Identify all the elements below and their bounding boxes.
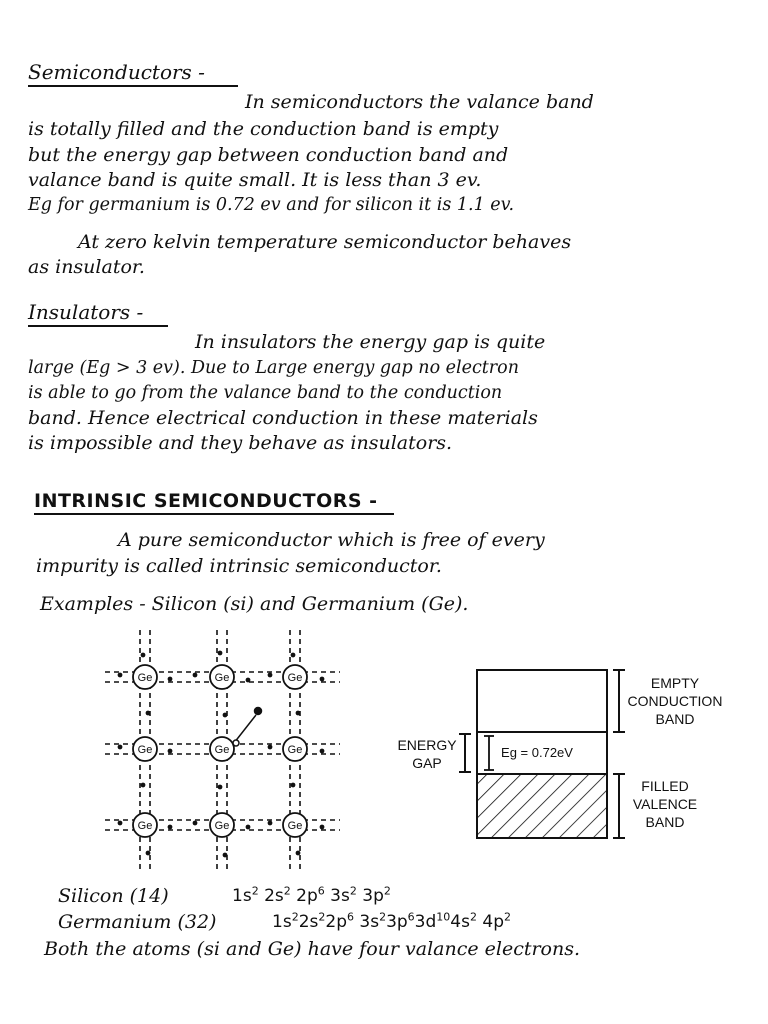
semiconductors-line-4: valance band is quite small. It is less than 3 ev. [28, 169, 482, 191]
band-brackets-right [613, 670, 625, 838]
semiconductors-note-2: as insulator. [28, 256, 145, 278]
silicon-config: $1s^2$ $2s^2$ $2p^6$ $3s^2$ $3p^2$ [232, 884, 391, 906]
filled-label-2: VALENCE [632, 796, 698, 812]
valence-band-box [477, 774, 607, 838]
insulators-line-1: In insulators the energy gap is quite [195, 331, 546, 353]
silicon-name: Silicon (14) [58, 885, 169, 907]
semiconductors-line-3: but the energy gap between conduction band and [28, 144, 509, 166]
free-electron-arrow [233, 708, 262, 747]
gap-value: Eg = 0.72eV [501, 745, 573, 760]
intrinsic-line-2: impurity is called intrinsic semiconductor. [36, 555, 442, 577]
semiconductors-line-1: In semiconductors the valance band [245, 91, 594, 113]
semiconductors-heading: Semiconductors - [28, 60, 238, 87]
atom-label: Ge [214, 744, 230, 756]
semiconductors-line-5: Eg for germanium is 0.72 ev and for silicon it is 1.1 ev. [28, 195, 515, 215]
atom-label: Ge [137, 672, 153, 684]
insulators-line-3: is able to go from the valance band to the conduction [28, 383, 503, 403]
filled-label-1: FILLED [641, 778, 689, 794]
atom-label: Ge [287, 820, 303, 832]
energy-band-diagram [395, 662, 735, 852]
insulators-line-2: large (Eg > 3 ev). Due to Large energy gap no electron [28, 358, 519, 378]
atom-label: Ge [214, 820, 230, 832]
empty-label-1: EMPTY [650, 675, 700, 691]
atom-label: Ge [214, 672, 230, 684]
germanium-name: Germanium (32) [58, 911, 217, 933]
empty-label-2: CONDUCTION [627, 693, 723, 709]
conclusion: Both the atoms (si and Ge) have four valance electrons. [44, 938, 581, 960]
insulators-line-4: band. Hence electrical conduction in these materials [28, 407, 538, 429]
germanium-config: $1s^22s^22p^6$ $3s^23p^63d^{10}4s^2$ $4p^2$ [272, 910, 511, 932]
conduction-band-box [477, 670, 607, 732]
germanium-lattice-diagram [100, 625, 350, 875]
atom-label: Ge [137, 744, 153, 756]
insulators-line-5: is impossible and they behave as insulators. [28, 432, 453, 454]
atom-label: Ge [287, 744, 303, 756]
semiconductors-line-2: is totally filled and the conduction band is empty [28, 118, 499, 140]
gap-label-2: GAP [412, 755, 442, 771]
gap-label-1: ENERGY [397, 737, 457, 753]
intrinsic-examples: Examples - Silicon (si) and Germanium (Ge). [40, 593, 469, 615]
filled-label-3: BAND [645, 814, 685, 830]
empty-label-3: BAND [655, 711, 695, 727]
intrinsic-heading: INTRINSIC SEMICONDUCTORS - [34, 490, 394, 515]
atom-label: Ge [137, 820, 153, 832]
semiconductors-note-1: At zero kelvin temperature semiconductor behaves [78, 231, 572, 253]
intrinsic-line-1: A pure semiconductor which is free of every [118, 529, 545, 551]
insulators-heading: Insulators - [28, 300, 168, 327]
gap-bracket-left [459, 734, 471, 772]
atom-label: Ge [287, 672, 303, 684]
